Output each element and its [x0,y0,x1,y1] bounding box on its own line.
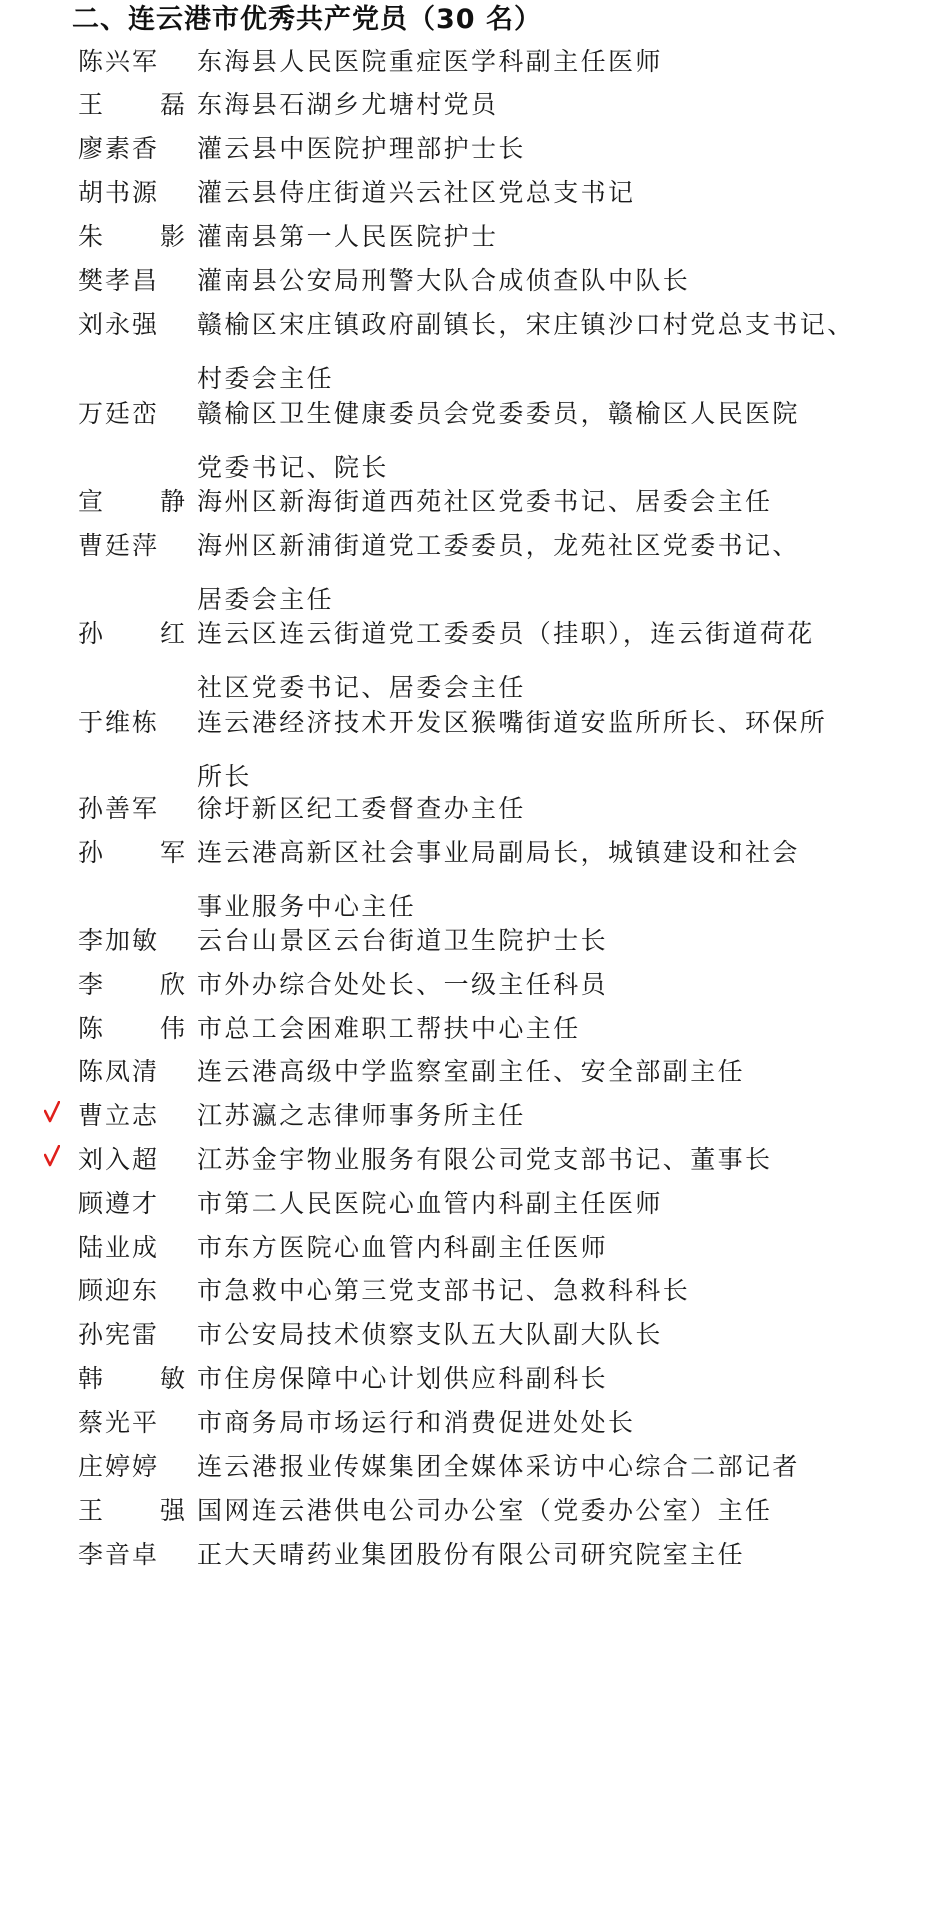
member-name: 李 欣 [78,970,186,999]
position-line: 江苏瀛之志律师事务所主任 [197,1101,526,1130]
position-line: 连云港高新区社会事业局副局长，城镇建设和社会 [197,838,800,867]
member-name: 孙宪雷 [78,1320,160,1349]
member-name: 陈 伟 [78,1014,186,1043]
position-line: 市住房保障中心计划供应科副科长 [197,1364,609,1393]
position-line: 连云港报业传媒集团全媒体采访中心综合二部记者 [197,1452,800,1481]
member-name: 孙 军 [78,838,186,867]
position-line: 云台山景区云台街道卫生院护士长 [197,926,609,955]
position-line: 市总工会困难职工帮扶中心主任 [197,1014,581,1043]
position-line: 灌南县公安局刑警大队合成侦查队中队长 [197,266,691,295]
member-name: 陆业成 [78,1233,160,1262]
member-name: 蔡光平 [78,1408,160,1437]
member-name: 李音卓 [78,1540,160,1569]
position-line: 海州区新浦街道党工委委员，龙苑社区党委书记、 [197,531,800,560]
position-line: 市公安局技术侦察支队五大队副大队长 [197,1320,663,1349]
position-line: 连云区连云街道党工委委员（挂职），连云街道荷花 [197,619,815,648]
member-name: 曹廷萍 [78,531,160,560]
member-position [197,1528,857,1582]
member-name: 于维栋 [78,708,160,737]
member-name: 韩 敏 [78,1364,186,1393]
member-name: 顾迎东 [78,1276,160,1305]
position-line: 所长 [197,762,252,791]
member-name: 刘永强 [78,310,160,339]
member-name: 孙善军 [78,794,160,823]
position-line: 东海县石湖乡尤塘村党员 [197,90,499,119]
position-line: 正大天晴药业集团股份有限公司研究院室主任 [197,1540,746,1569]
position-line: 连云港高级中学监察室副主任、安全部副主任 [197,1057,746,1086]
member-name: 樊孝昌 [78,266,160,295]
member-name: 刘入超 [78,1145,160,1174]
position-line: 赣榆区宋庄镇政府副镇长，宋庄镇沙口村党总支书记、 [197,310,855,339]
member-name: 朱 影 [78,222,186,251]
member-name: 陈兴军 [78,47,160,76]
position-line: 徐圩新区纪工委督查办主任 [197,794,526,823]
position-line: 灌云县侍庄街道兴云社区党总支书记 [197,178,636,207]
position-line: 海州区新海街道西苑社区党委书记、居委会主任 [197,487,773,516]
position-line: 灌南县第一人民医院护士 [197,222,499,251]
member-name: 宣 静 [78,487,186,516]
position-line: 东海县人民医院重症医学科副主任医师 [197,47,663,76]
position-line: 社区党委书记、居委会主任 [197,673,526,702]
position-line: 市东方医院心血管内科副主任医师 [197,1233,609,1262]
member-name: 李加敏 [78,926,160,955]
member-name: 陈凤清 [78,1057,160,1086]
member-name: 胡书源 [78,178,160,207]
position-line: 灌云县中医院护理部护士长 [197,134,526,163]
position-line: 江苏金宇物业服务有限公司党支部书记、董事长 [197,1145,773,1174]
position-line: 党委书记、院长 [197,453,389,482]
position-line: 连云港经济技术开发区猴嘴街道安监所所长、环保所 [197,708,828,737]
section-title: 二、连云港市优秀共产党员（30 名） [72,4,542,35]
position-line: 市外办综合处处长、一级主任科员 [197,970,609,999]
checkmark-icon [44,1101,60,1125]
member-name: 万廷峦 [78,399,160,428]
member-name: 顾遵才 [78,1189,160,1218]
position-line: 市急救中心第三党支部书记、急救科科长 [197,1276,691,1305]
member-name: 王 磊 [78,90,186,119]
member-name: 王 强 [78,1496,186,1525]
position-line: 国网连云港供电公司办公室（党委办公室）主任 [197,1496,773,1525]
position-line: 居委会主任 [197,585,335,614]
member-name: 廖素香 [78,134,160,163]
position-line: 赣榆区卫生健康委员会党委委员，赣榆区人民医院 [197,399,800,428]
position-line: 村委会主任 [197,364,335,393]
checkmark-icon [44,1145,60,1169]
member-name: 曹立志 [78,1101,160,1130]
member-name: 孙 红 [78,619,186,648]
position-line: 市商务局市场运行和消费促进处处长 [197,1408,636,1437]
member-name: 庄婷婷 [78,1452,160,1481]
position-line: 事业服务中心主任 [197,892,417,921]
position-line: 市第二人民医院心血管内科副主任医师 [197,1189,663,1218]
